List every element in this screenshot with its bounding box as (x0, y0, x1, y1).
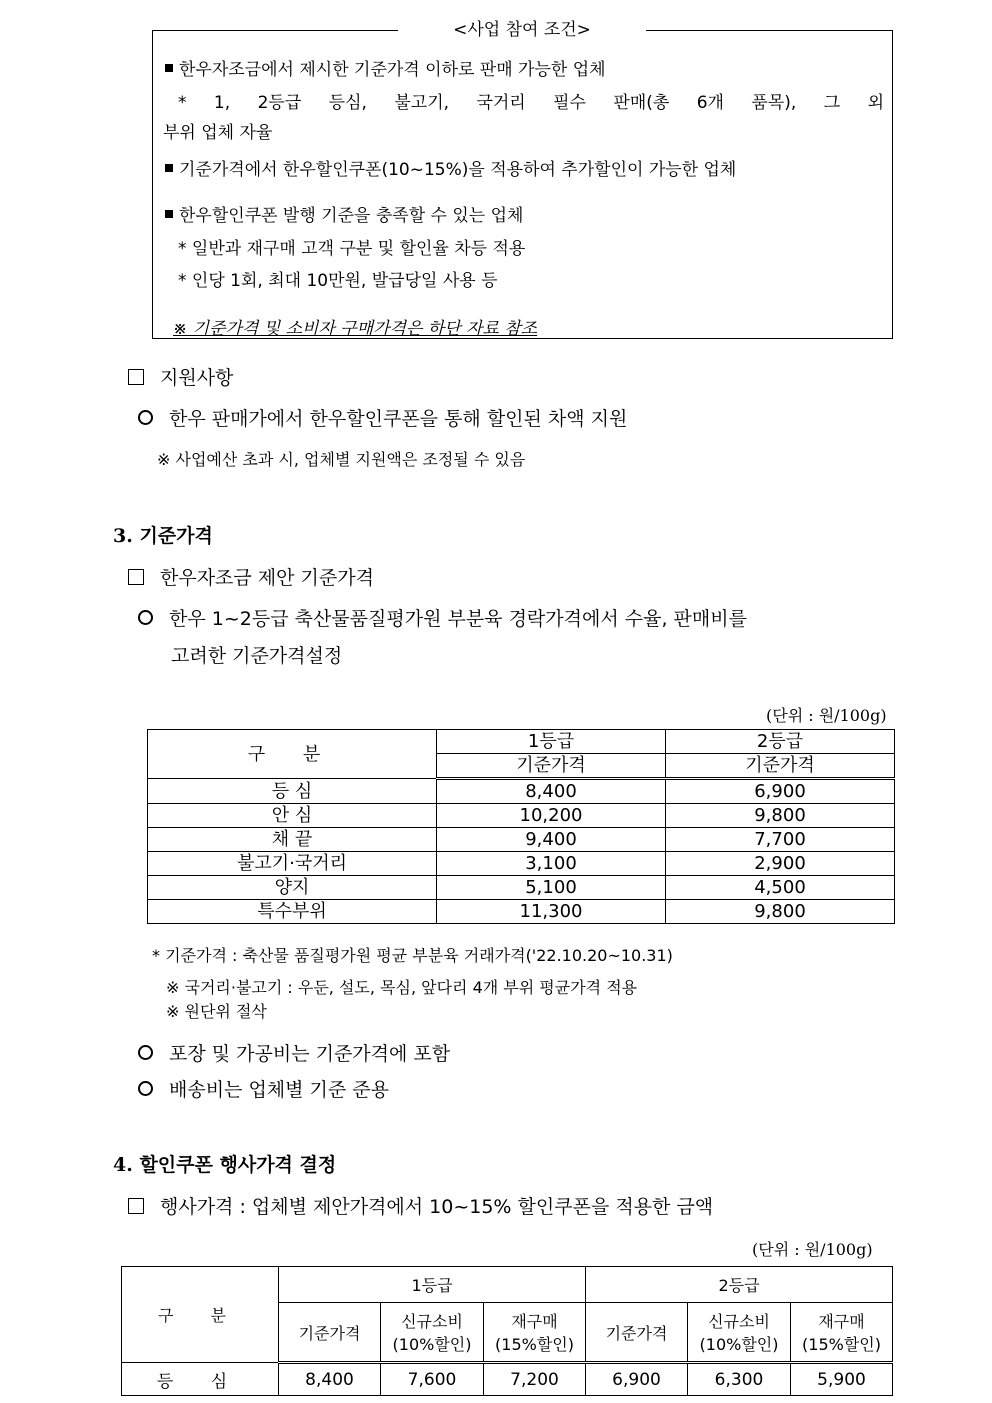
checkbox-square-icon (128, 1198, 144, 1214)
table-1-footnote-2: ※ 국거리·불고기 : 우둔, 설도, 목심, 앞다리 4개 부위 평균가격 적용 (166, 978, 638, 997)
support-note: ※ 사업예산 초과 시, 업체별 지원액은 조정될 수 있음 (157, 450, 526, 469)
row-label: 양지 (148, 876, 437, 900)
grade1-price: 8,400 (437, 779, 666, 804)
checkbox-square-icon (128, 369, 144, 385)
grade2-price: 6,900 (666, 779, 895, 804)
grade2-price: 9,800 (666, 804, 895, 828)
table-subheader-base-price: 기준가격 (666, 754, 895, 779)
circle-bullet-icon (138, 610, 153, 625)
table-row (148, 852, 895, 876)
grade1-price: 3,100 (437, 852, 666, 876)
condition-item-3-sub-1: * 일반과 재구매 고객 구분 및 할인율 차등 적용 (178, 239, 526, 259)
grade2-base-price: 6,900 (586, 1363, 688, 1396)
subheader-new-consumer: 신규소비 (10%할인) (381, 1303, 484, 1363)
grade1-repurchase-price: 7,200 (484, 1363, 586, 1396)
grade2-price: 9,800 (666, 900, 895, 924)
condition-item-1-sub-b: 부위 업체 자율 (163, 123, 273, 143)
table-row (122, 1363, 893, 1396)
section-3-item-3: 배송비는 업체별 기준 준용 (138, 1075, 389, 1102)
grade2-price: 4,500 (666, 876, 895, 900)
event-price-table (121, 1266, 893, 1396)
table-row (148, 779, 895, 804)
table-header-grade2: 2등급 (666, 730, 895, 754)
subheader-base-price: 기준가격 (279, 1303, 381, 1363)
row-label: 특수부위 (148, 900, 437, 924)
table-header-grade2: 2등급 (586, 1267, 893, 1303)
table-row (148, 828, 895, 852)
row-label: 등 심 (122, 1363, 279, 1396)
section-3-item-1-cont: 고려한 기준가격설정 (171, 645, 343, 667)
table-subheader-base-price: 기준가격 (437, 754, 666, 779)
section-3-title: 3. 기준가격 (113, 525, 213, 547)
subheader-new-consumer: 신규소비 (10%할인) (688, 1303, 791, 1363)
grade2-price: 2,900 (666, 852, 895, 876)
grade2-new-price: 6,300 (688, 1363, 791, 1396)
square-bullet-icon (165, 210, 173, 218)
row-label: 불고기·국거리 (148, 852, 437, 876)
section-3-item-1: 한우 1~2등급 축산물품질평가원 부분육 경락가격에서 수율, 판매비를 (138, 604, 747, 631)
section-3-heading: 한우자조금 제안 기준가격 (128, 563, 374, 590)
table-row (148, 876, 895, 900)
table-1-footnote-3: ※ 원단위 절삭 (166, 1002, 267, 1021)
grade2-price: 7,700 (666, 828, 895, 852)
table-header-category: 구 분 (122, 1267, 279, 1363)
subheader-base-price: 기준가격 (586, 1303, 688, 1363)
conditions-note: ※ 기준가격 및 소비자 구매가격은 하단 자료 참조 (173, 319, 538, 339)
subheader-repurchase: 재구매 (15%할인) (791, 1303, 893, 1363)
table-1-unit: (단위 : 원/100g) (766, 706, 887, 725)
grade1-new-price: 7,600 (381, 1363, 484, 1396)
condition-item-1-sub-a: * 1, 2등급 등심, 불고기, 국거리 필수 판매(총 6개 품목), 그 외 (178, 93, 884, 113)
condition-item-1: 한우자조금에서 제시한 기준가격 이하로 판매 가능한 업체 (165, 55, 606, 80)
table-2-unit: (단위 : 원/100g) (752, 1240, 873, 1259)
grade1-price: 5,100 (437, 876, 666, 900)
grade1-price: 11,300 (437, 900, 666, 924)
row-label: 등 심 (148, 779, 437, 804)
grade1-price: 9,400 (437, 828, 666, 852)
grade1-base-price: 8,400 (279, 1363, 381, 1396)
table-header-grade1: 1등급 (279, 1267, 586, 1303)
table-1-footnote-1: * 기준가격 : 축산물 품질평가원 평균 부분육 거래가격('22.10.20~10.31) (152, 946, 673, 965)
section-3-item-2: 포장 및 가공비는 기준가격에 포함 (138, 1039, 450, 1066)
section-4-title: 4. 할인쿠폰 행사가격 결정 (113, 1154, 337, 1176)
checkbox-square-icon (128, 569, 144, 585)
table-header-category: 구 분 (148, 730, 437, 779)
grade1-price: 10,200 (437, 804, 666, 828)
row-label: 안 심 (148, 804, 437, 828)
section-4-heading: 행사가격 : 업체별 제안가격에서 10~15% 할인쿠폰을 적용한 금액 (128, 1192, 713, 1219)
conditions-title: <사업 참여 조건> (398, 15, 646, 40)
support-heading: 지원사항 (128, 363, 233, 390)
subheader-repurchase: 재구매 (15%할인) (484, 1303, 586, 1363)
condition-item-3-sub-2: * 인당 1회, 최대 10만원, 발급당일 사용 등 (178, 271, 498, 291)
circle-bullet-icon (138, 410, 153, 425)
table-row (148, 804, 895, 828)
table-row (148, 900, 895, 924)
support-item: 한우 판매가에서 한우할인쿠폰을 통해 할인된 차액 지원 (138, 404, 627, 431)
square-bullet-icon (165, 164, 173, 172)
circle-bullet-icon (138, 1045, 153, 1060)
table-header-grade1: 1등급 (437, 730, 666, 754)
square-bullet-icon (165, 64, 173, 72)
condition-item-2: 기준가격에서 한우할인쿠폰(10~15%)을 적용하여 추가할인이 가능한 업체 (165, 155, 736, 180)
base-price-table (147, 729, 895, 924)
grade2-repurchase-price: 5,900 (791, 1363, 893, 1396)
condition-item-3: 한우할인쿠폰 발행 기준을 충족할 수 있는 업체 (165, 201, 523, 226)
circle-bullet-icon (138, 1081, 153, 1096)
row-label: 채 끝 (148, 828, 437, 852)
